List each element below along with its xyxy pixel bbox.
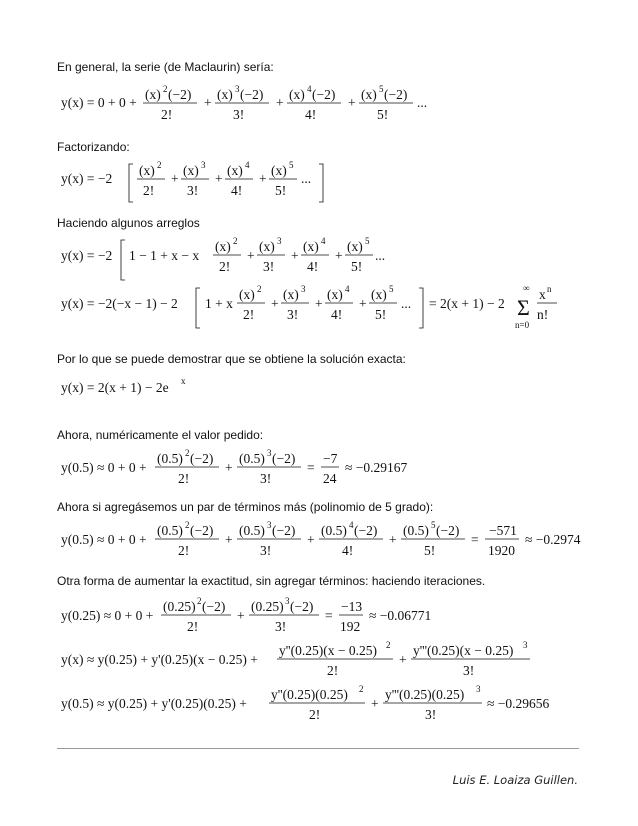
svg-text:(0.5): (0.5) [239,523,265,538]
equation-exact-solution [57,372,257,402]
svg-text:y(0.5) ≈ y(0.25) + y'(0.25)(0.: y(0.5) ≈ y(0.25) + y'(0.25)(0.25) + [61,696,247,711]
paragraph-iterations: Otra forma de aumentar la exactitud, sin agregar términos: haciendo iteraciones. [57,574,486,588]
svg-text:5: 5 [389,284,394,294]
svg-text:+: + [171,171,179,186]
svg-text:4: 4 [307,84,312,94]
svg-text:...: ... [401,296,412,311]
svg-text:(x): (x) [271,163,287,178]
svg-text:x: x [181,376,186,386]
svg-text:+: + [225,460,233,475]
svg-text:5!: 5! [351,259,363,274]
svg-text:(−2): (−2) [384,87,408,102]
footer-divider [57,748,579,749]
svg-text:x: x [539,287,546,302]
svg-text:3: 3 [476,684,481,694]
svg-text:≈ −0.06771: ≈ −0.06771 [369,608,432,623]
svg-text:5: 5 [289,160,294,170]
svg-text:3: 3 [201,160,206,170]
svg-text:5: 5 [365,236,370,246]
svg-text:3: 3 [285,596,290,606]
svg-text:y(x) = −2: y(x) = −2 [61,248,113,263]
svg-text:y''(0.25)(0.25): y''(0.25)(0.25) [271,687,348,702]
svg-text:≈ −0.29656: ≈ −0.29656 [487,696,550,711]
equation-y-025 [57,596,437,642]
svg-text:...: ... [417,95,428,110]
equation-rearranged [57,236,386,282]
svg-text:2: 2 [163,84,168,94]
svg-text:3: 3 [277,236,282,246]
equation-taylor-at-025 [57,640,547,686]
svg-text:2: 2 [157,160,162,170]
svg-text:24: 24 [323,471,337,486]
svg-text:3!: 3! [425,707,437,722]
svg-text:=: = [325,608,333,623]
svg-text:y(0.25) ≈ 0 + 0 +: y(0.25) ≈ 0 + 0 + [61,608,154,623]
svg-text:4!: 4! [331,307,343,322]
svg-text:= 2(x + 1) − 2: = 2(x + 1) − 2 [429,296,505,311]
svg-text:2!: 2! [161,107,173,122]
svg-text:−7: −7 [323,451,338,466]
svg-text:4: 4 [345,284,350,294]
svg-text:+: + [204,95,212,110]
svg-text:2: 2 [197,596,202,606]
paragraph-numeric-value: Ahora, numéricamente el valor pedido: [57,428,264,442]
svg-text:3!: 3! [233,107,245,122]
svg-text:(x): (x) [347,239,363,254]
svg-text:4!: 4! [305,107,317,122]
svg-text:y(x) = 0 + 0 +: y(x) = 0 + 0 + [61,95,137,110]
svg-text:n!: n! [537,307,549,322]
svg-text:4!: 4! [342,543,354,558]
svg-text:y'''(0.25)(0.25): y'''(0.25)(0.25) [385,687,465,702]
svg-text:4!: 4! [307,259,319,274]
svg-text:Σ: Σ [517,295,530,320]
svg-text:+: + [315,296,323,311]
svg-text:3!: 3! [287,307,299,322]
svg-text:(−2): (−2) [272,523,296,538]
svg-text:y(x) ≈ y(0.25) + y'(0.25)(x −: y(x) ≈ y(0.25) + y'(0.25)(x − 0.25) + [61,652,258,667]
svg-text:=: = [471,532,479,547]
svg-text:+: + [348,95,356,110]
svg-text:−13: −13 [341,599,363,614]
svg-text:3: 3 [235,84,240,94]
svg-text:(x): (x) [183,163,199,178]
svg-text:n=0: n=0 [515,320,530,330]
svg-text:(x): (x) [289,87,305,102]
svg-text:+: + [271,296,279,311]
svg-text:3: 3 [267,520,272,530]
svg-text:2!: 2! [327,663,339,678]
svg-text:(x): (x) [259,239,275,254]
svg-text:(−2): (−2) [190,523,214,538]
svg-text:y(0.5) ≈ 0 + 0 +: y(0.5) ≈ 0 + 0 + [61,460,147,475]
svg-text:+: + [259,171,267,186]
paragraph-maclaurin-intro: En general, la serie (de Maclaurin) sería: [57,60,274,74]
svg-text:+: + [215,171,223,186]
svg-text:(0.5): (0.5) [157,451,183,466]
svg-text:=: = [307,460,315,475]
svg-text:+: + [276,95,284,110]
svg-text:2: 2 [257,284,262,294]
svg-text:3!: 3! [275,619,287,634]
svg-text:3!: 3! [260,471,272,486]
svg-text:(0.5): (0.5) [321,523,347,538]
svg-text:(0.25): (0.25) [163,599,196,614]
svg-text:3!: 3! [260,543,272,558]
svg-text:y(x) = 2(x + 1) − 2e: y(x) = 2(x + 1) − 2e [61,380,169,395]
svg-text:2: 2 [185,520,190,530]
svg-text:(−2): (−2) [202,599,226,614]
svg-text:(x): (x) [217,87,233,102]
svg-text:y'''(0.25)(x − 0.25): y'''(0.25)(x − 0.25) [413,643,514,658]
svg-text:+: + [371,696,379,711]
svg-text:4: 4 [245,160,250,170]
paragraph-exact-solution: Por lo que se puede demostrar que se obtiene la solución exacta: [57,352,406,366]
svg-text:(−2): (−2) [190,451,214,466]
svg-text:+: + [247,248,255,263]
svg-text:...: ... [375,248,386,263]
svg-text:2: 2 [359,684,364,694]
svg-text:(x): (x) [227,163,243,178]
svg-text:2!: 2! [219,259,231,274]
svg-text:192: 192 [340,619,361,634]
svg-text:+: + [389,532,397,547]
svg-text:(x): (x) [215,239,231,254]
svg-text:5: 5 [379,84,384,94]
svg-text:(x): (x) [303,239,319,254]
svg-text:1 − 1 + x − x: 1 − 1 + x − x [129,248,200,263]
svg-text:(0.5): (0.5) [403,523,429,538]
svg-text:(x): (x) [145,87,161,102]
svg-text:(0.25): (0.25) [251,599,284,614]
svg-text:+: + [307,532,315,547]
svg-text:4!: 4! [231,183,243,198]
svg-text:(x): (x) [139,163,155,178]
svg-text:5!: 5! [377,107,389,122]
svg-text:y(0.5) ≈ 0 + 0 +: y(0.5) ≈ 0 + 0 + [61,532,147,547]
svg-text:n: n [547,284,552,294]
svg-text:(0.5): (0.5) [239,451,265,466]
svg-text:4: 4 [321,236,326,246]
svg-text:y(x) = −2: y(x) = −2 [61,171,113,186]
svg-text:(−2): (−2) [436,523,460,538]
svg-text:...: ... [301,171,312,186]
svg-text:5!: 5! [375,307,387,322]
svg-text:−571: −571 [489,523,517,538]
svg-text:3!: 3! [187,183,199,198]
paragraph-5th-order: Ahora si agregásemos un par de términos más (polinomio de 5 grado): [57,500,434,514]
svg-text:(x): (x) [283,287,299,302]
svg-text:(−2): (−2) [240,87,264,102]
svg-text:2!: 2! [243,307,255,322]
svg-text:+: + [225,532,233,547]
svg-text:y(x) = −2(−x − 1) − 2: y(x) = −2(−x − 1) − 2 [61,296,178,311]
equation-factorized [57,160,357,204]
equation-maclaurin-series [57,84,457,128]
svg-text:(x): (x) [327,287,343,302]
svg-text:5: 5 [431,520,436,530]
equation-numeric-3rd-order [57,448,407,494]
svg-text:(−2): (−2) [272,451,296,466]
svg-text:(x): (x) [371,287,387,302]
svg-text:+: + [359,296,367,311]
svg-text:5!: 5! [424,543,436,558]
svg-text:3!: 3! [263,259,275,274]
svg-text:2: 2 [233,236,238,246]
svg-text:4: 4 [349,520,354,530]
svg-text:2: 2 [386,640,391,650]
svg-text:(x): (x) [239,287,255,302]
svg-text:3: 3 [523,640,528,650]
equation-sum-form [57,284,567,332]
svg-text:+: + [335,248,343,263]
equation-numeric-5th-order [57,520,581,566]
svg-text:3: 3 [301,284,306,294]
svg-text:2!: 2! [143,183,155,198]
svg-text:5!: 5! [275,183,287,198]
svg-text:∞: ∞ [523,283,530,293]
svg-text:y''(0.25)(x − 0.25): y''(0.25)(x − 0.25) [279,643,377,658]
equation-y-05-iterated [57,684,557,730]
svg-text:2!: 2! [187,619,199,634]
svg-text:2: 2 [185,448,190,458]
svg-text:+: + [399,652,407,667]
paragraph-factorizando: Factorizando: [57,140,130,154]
svg-text:1 + x: 1 + x [205,296,233,311]
svg-text:≈ −0.29167: ≈ −0.29167 [345,460,408,475]
svg-text:1920: 1920 [488,543,515,558]
svg-text:3!: 3! [463,663,475,678]
svg-text:(−2): (−2) [290,599,314,614]
svg-text:+: + [291,248,299,263]
svg-text:(x): (x) [361,87,377,102]
svg-text:3: 3 [267,448,272,458]
svg-text:2!: 2! [178,543,190,558]
svg-text:(0.5): (0.5) [157,523,183,538]
svg-text:(−2): (−2) [354,523,378,538]
svg-text:(−2): (−2) [168,87,192,102]
author-signature: Luis E. Loaiza Guillen. [452,773,578,787]
paragraph-arreglos: Haciendo algunos arreglos [57,216,200,230]
svg-text:+: + [237,608,245,623]
svg-text:2!: 2! [309,707,321,722]
svg-text:≈ −0.2974: ≈ −0.2974 [525,532,581,547]
svg-text:2!: 2! [178,471,190,486]
svg-text:(−2): (−2) [312,87,336,102]
